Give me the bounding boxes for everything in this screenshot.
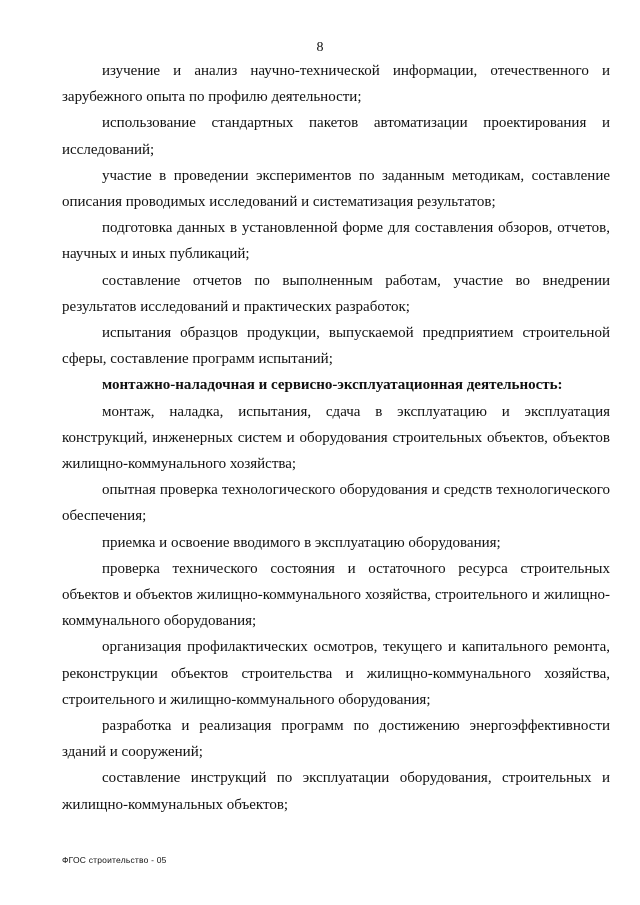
paragraph-product-testing: испытания образцов продукции, выпускаемой предприятием строительной сферы, составление программ испытаний; xyxy=(62,325,610,368)
paragraph-data-preparation: подготовка данных в установленной форме для составления обзоров, отчетов, научных и иных публикаций; xyxy=(62,220,610,263)
paragraph-maintenance: организация профилактических осмотров, текущего и капитального ремонта, реконструкции объектов строительства и жилищно-коммунального хозяйства, строительного и жилищно-коммунального оборудования; xyxy=(62,639,610,708)
paragraph-study-analysis: изучение и анализ научно-технической информации, отечественного и зарубежного опыта по профилю деятельности; xyxy=(62,63,610,106)
paragraph-instructions: составление инструкций по эксплуатации оборудования, строительных и жилищно-коммунальных объектов; xyxy=(62,770,610,813)
paragraph-energy-efficiency: разработка и реализация программ по достижению энергоэффективности зданий и сооружений; xyxy=(62,718,610,761)
paragraph-equipment-check: опытная проверка технологического оборудования и средств технологического обеспечения; xyxy=(62,482,610,525)
paragraph-installation: монтаж, наладка, испытания, сдача в эксплуатацию и эксплуатация конструкций, инженерных систем и оборудования строительных объектов, объектов жилищно-коммунального хозяйства; xyxy=(62,403,610,473)
page-footer: ФГОС строительство - 05 xyxy=(62,855,167,865)
paragraph-reports: составление отчетов по выполненным работам, участие во внедрении результатов исследований и практических разработок; xyxy=(62,272,610,315)
paragraph-acceptance: приемка и освоение вводимого в эксплуатацию оборудования; xyxy=(102,534,501,551)
paragraph-experiments: участие в проведении экспериментов по заданным методикам, составление описания проводимых исследований и систематизация результатов; xyxy=(62,167,610,211)
page-number: 8 xyxy=(316,40,324,55)
paragraph-technical-condition: проверка технического состояния и остаточного ресурса строительных объектов и объектов жилищно-коммунального хозяйства, строительного и жилищно-коммунального оборудования; xyxy=(62,560,610,630)
section-heading-installation-service: монтажно-наладочная и сервисно-эксплуатационная деятельность: xyxy=(102,377,563,394)
document-body xyxy=(62,58,610,818)
paragraph-standard-packages: использование стандартных пакетов автоматизации проектирования и исследований; xyxy=(62,115,610,158)
